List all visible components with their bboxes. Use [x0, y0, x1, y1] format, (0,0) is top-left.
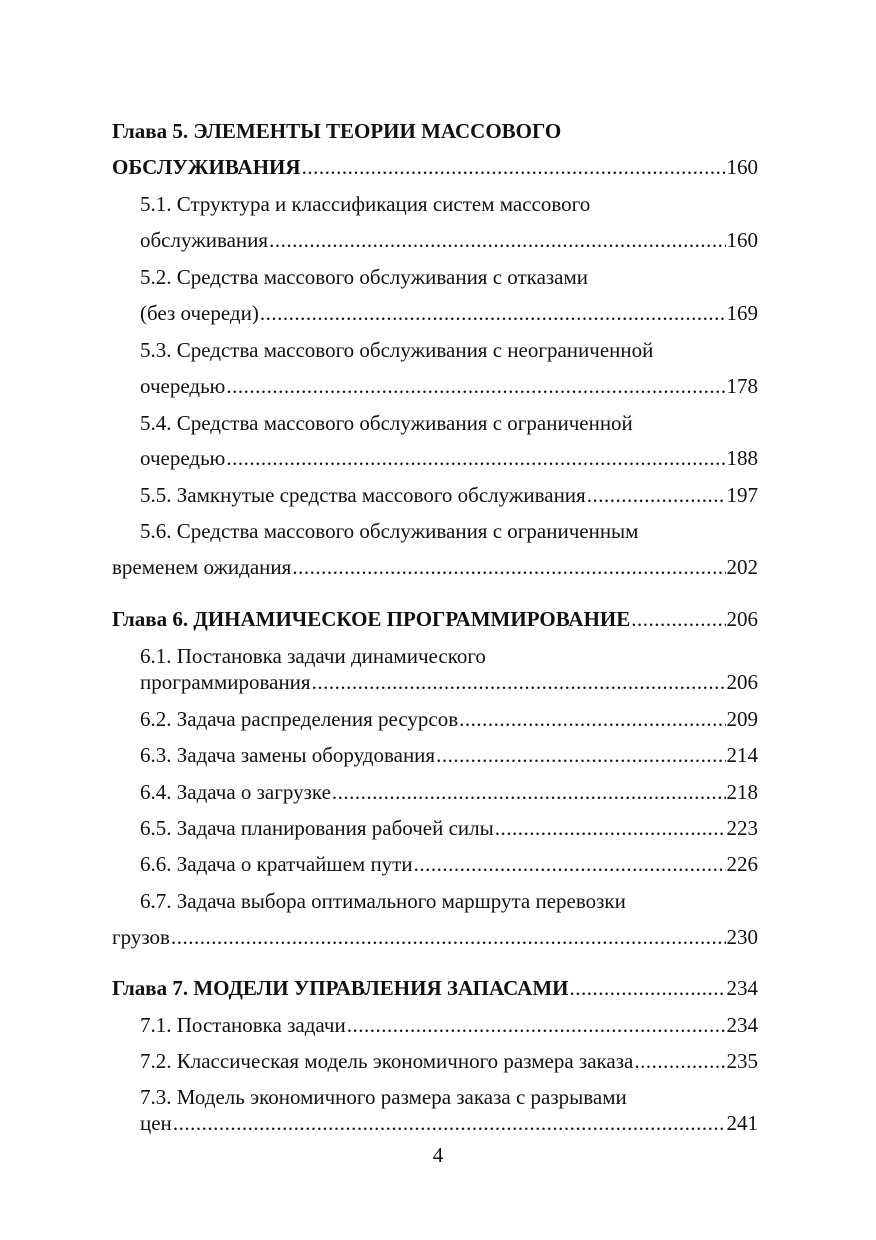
- section-6-7-line1: 6.7. Задача выбора оптимального маршрута перевозки: [140, 889, 626, 913]
- section-7-3-line2: цен: [140, 1111, 172, 1135]
- section-5-5-text: 5.5. Замкнутые средства массового обслуживания: [140, 483, 586, 507]
- section-6-4-page: 218: [726, 780, 758, 804]
- chapter-5-title-line1: Глава 5. ЭЛЕМЕНТЫ ТЕОРИИ МАССОВОГО: [112, 119, 562, 143]
- section-6-4-text: 6.4. Задача о загрузке: [140, 780, 331, 804]
- dot-leader: [459, 706, 725, 732]
- section-6-5-text: 6.5. Задача планирования рабочей силы: [140, 816, 494, 840]
- chapter-5-page: 160: [726, 155, 758, 179]
- section-5-1-entry: [140, 227, 758, 253]
- dot-leader: [269, 227, 725, 253]
- section-5-6-page: 202: [726, 555, 758, 579]
- section-6-7-entry: [112, 924, 758, 950]
- section-6-1-entry: [140, 669, 758, 695]
- dot-leader: [414, 851, 726, 877]
- section-5-4-line1: 5.4. Средства массового обслуживания с ограниченной: [140, 411, 633, 435]
- section-7-2-text: 7.2. Классическая модель экономичного размера заказа: [140, 1049, 634, 1073]
- section-5-2-entry: [140, 300, 758, 326]
- section-6-1-line1: 6.1. Постановка задачи динамического: [140, 644, 486, 668]
- section-5-5-page: 197: [726, 483, 758, 507]
- chapter-7-page: 234: [726, 976, 758, 1000]
- section-6-1-line2: программирования: [140, 670, 311, 694]
- section-6-3-entry: [140, 742, 758, 768]
- chapter-6-entry: [112, 606, 758, 632]
- section-6-2-text: 6.2. Задача распределения ресурсов: [140, 707, 459, 731]
- section-7-1-text: 7.1. Постановка задачи: [140, 1013, 346, 1037]
- section-5-1-page: 160: [726, 228, 758, 252]
- section-5-1-line2: обслуживания: [140, 228, 269, 252]
- dot-leader: [631, 606, 725, 632]
- dot-leader: [292, 554, 725, 580]
- dot-leader: [587, 482, 726, 508]
- section-7-1-page: 234: [726, 1013, 758, 1037]
- section-5-1-line1: 5.1. Структура и классификация систем массового: [140, 192, 591, 216]
- section-7-3-entry: [140, 1110, 758, 1136]
- chapter-6-title: Глава 6. ДИНАМИЧЕСКОЕ ПРОГРАММИРОВАНИЕ: [112, 607, 631, 631]
- section-5-2-line1: 5.2. Средства массового обслуживания с отказами: [140, 265, 589, 289]
- chapter-5-entry: [112, 154, 758, 180]
- chapter-7-title: Глава 7. МОДЕЛИ УПРАВЛЕНИЯ ЗАПАСАМИ: [112, 976, 569, 1000]
- dot-leader: [226, 373, 725, 399]
- section-6-2-page: 209: [726, 707, 758, 731]
- section-5-4-entry: [140, 445, 758, 471]
- section-5-2-line2: (без очереди): [140, 301, 259, 325]
- section-6-3-text: 6.3. Задача замены оборудования: [140, 743, 436, 767]
- section-5-3-line1: 5.3. Средства массового обслуживания с неограниченной: [140, 338, 654, 362]
- dot-leader: [436, 742, 725, 768]
- section-5-3-line2: очередью: [140, 374, 226, 398]
- dot-leader: [312, 669, 726, 695]
- section-5-4-line2: очередью: [140, 446, 226, 470]
- section-6-7-line2: грузов: [112, 925, 170, 949]
- section-5-4-page: 188: [726, 446, 758, 470]
- section-5-6-line2: временем ожидания: [112, 555, 292, 579]
- dot-leader: [173, 1110, 726, 1136]
- section-6-1-page: 206: [726, 670, 758, 694]
- section-5-6-entry: [112, 554, 758, 580]
- section-6-6-page: 226: [726, 852, 758, 876]
- section-6-7-page: 230: [726, 925, 758, 949]
- dot-leader: [634, 1048, 725, 1074]
- dot-leader: [171, 924, 726, 950]
- dot-leader: [347, 1012, 726, 1038]
- dot-leader: [332, 779, 726, 805]
- section-6-6-text: 6.6. Задача о кратчайшем пути: [140, 852, 413, 876]
- section-5-6-line1: 5.6. Средства массового обслуживания с ограниченным: [140, 519, 639, 543]
- dot-leader: [570, 975, 726, 1001]
- dot-leader: [302, 154, 726, 180]
- section-6-2-entry: [140, 706, 758, 732]
- section-6-4-entry: [140, 779, 758, 805]
- chapter-5-title-line2: ОБСЛУЖИВАНИЯ: [112, 155, 301, 179]
- dot-leader: [495, 815, 726, 841]
- section-5-2-page: 169: [726, 301, 758, 325]
- page-number: 4: [432, 1143, 444, 1167]
- chapter-7-entry: [112, 975, 758, 1001]
- section-7-3-line1: 7.3. Модель экономичного размера заказа с разрывами: [140, 1085, 627, 1109]
- section-7-2-page: 235: [726, 1049, 758, 1073]
- section-5-5-entry: [140, 482, 758, 508]
- section-5-3-page: 178: [726, 374, 758, 398]
- section-6-5-page: 223: [726, 816, 758, 840]
- dot-leader: [226, 445, 725, 471]
- chapter-6-page: 206: [726, 607, 758, 631]
- section-7-1-entry: [140, 1012, 758, 1038]
- section-7-3-page: 241: [726, 1111, 758, 1135]
- section-6-3-page: 214: [726, 743, 758, 767]
- section-6-5-entry: [140, 815, 758, 841]
- section-6-6-entry: [140, 851, 758, 877]
- section-7-2-entry: [140, 1048, 758, 1074]
- dot-leader: [260, 300, 726, 326]
- section-5-3-entry: [140, 373, 758, 399]
